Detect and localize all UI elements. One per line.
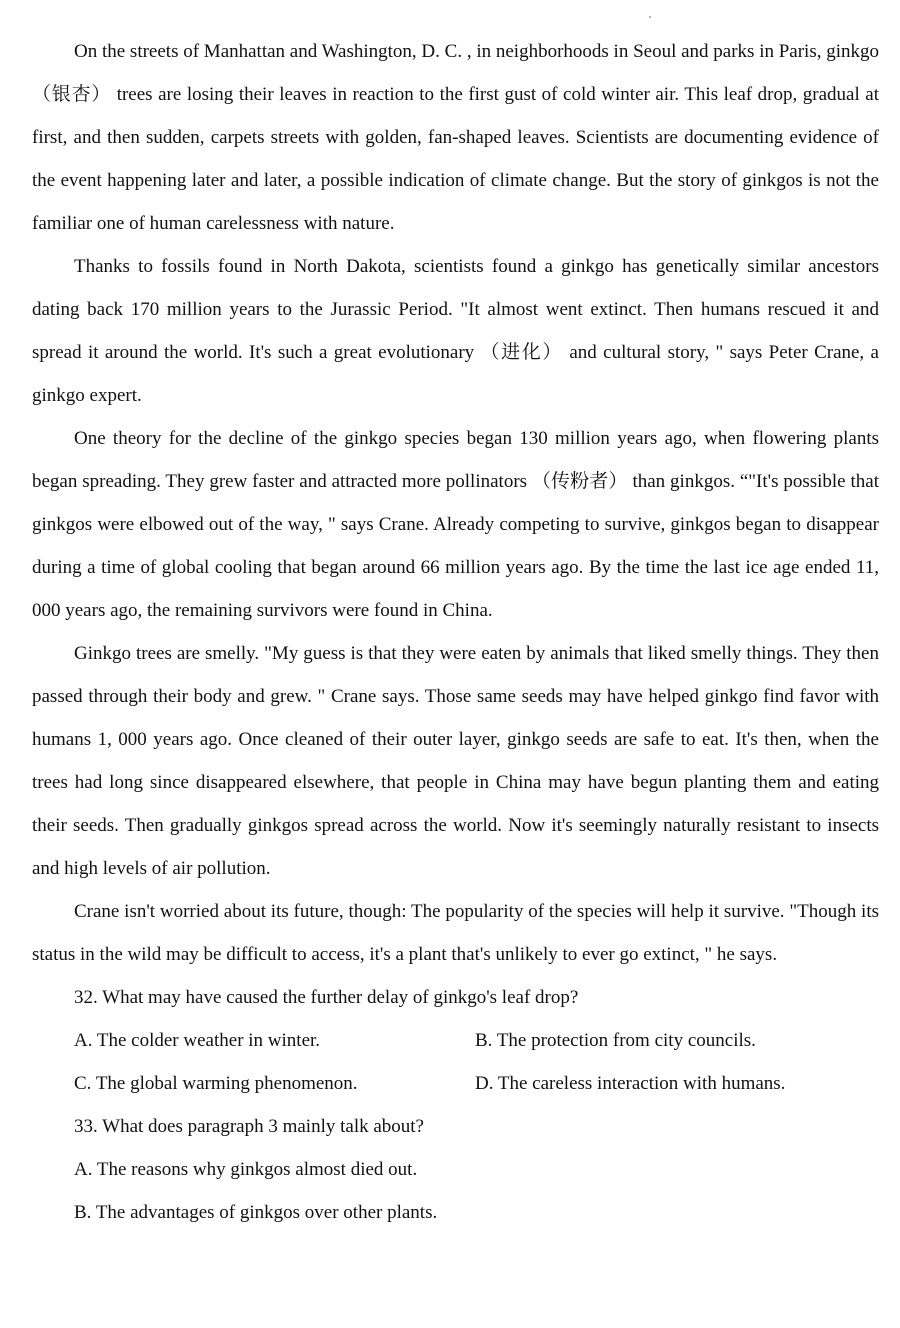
option-b: B. The advantages of ginkgos over other plants. [74,1202,438,1223]
options-row [32,1062,879,1105]
option-a: A. The reasons why ginkgos almost died out. [74,1159,418,1180]
reading-passage [32,30,879,976]
question-32 [32,976,879,1105]
question-stem: 32. What may have caused the further delay of ginkgo's leaf drop? [74,987,579,1008]
passage-paragraph-4: Ginkgo trees are smelly. "My guess is that they were eaten by animals that liked smelly things. They then passed through their body and grew. " Crane says. Those same seeds may have helped ginkgo find favor with humans 1, 000 years ago. Once cleaned of their outer layer, ginkgo seeds are safe to eat. It's then, when the trees had long since disappeared elsewhere, that people in China may have begun planting them and eating their seeds. Then gradually ginkgos spread across the world. Now it's seemingly naturally resistant to insects and high levels of air pollution. [32,643,879,879]
options-row [32,1019,879,1062]
scan-speck [649,16,651,18]
passage-paragraph-3: One theory for the decline of the ginkgo species began 130 million years ago, when flowering plants began spreading. They grew faster and attracted more pollinators （传粉者） than ginkgos. “"It's possible that ginkgos were elbowed out of the way, " says Crane. Already competing to survive, ginkgos began to disappear during a time of global cooling that began around 66 million years ago. By the time the last ice age ended 11, 000 years ago, the remaining survivors were found in China. [32,428,879,621]
passage-paragraph-1: On the streets of Manhattan and Washington, D. C. , in neighborhoods in Seoul and parks in Paris, ginkgo （银杏） trees are losing their leaves in reaction to the first gust of cold winter air. This leaf drop, gradual at first, and then sudden, carpets streets with golden, fan-shaped leaves. Scientists are documenting evidence of the event happening later and later, a possible indication of climate change. But the story of ginkgos is not the familiar one of human carelessness with nature. [32,41,879,234]
document-page [32,30,879,1234]
question-33 [32,1105,879,1234]
option-a: A. The colder weather in winter. [74,1030,321,1051]
passage-paragraph-2: Thanks to fossils found in North Dakota, scientists found a ginkgo has genetically similar ancestors dating back 170 million years to the Jurassic Period. "It almost went extinct. Then humans rescued it and spread it around the world. It's such a great evolutionary （进化） and cultural story, " says Peter Crane, a ginkgo expert. [32,256,879,406]
option-c: C. The global warming phenomenon. [74,1073,358,1094]
passage-paragraph-5: Crane isn't worried about its future, though: The popularity of the species will help it survive. "Though its status in the wild may be difficult to access, it's a plant that's unlikely to ever go extinct, " he says. [32,901,879,965]
question-stem: 33. What does paragraph 3 mainly talk about? [74,1116,424,1137]
option-b: B. The protection from city councils. [475,1030,756,1051]
option-d: D. The careless interaction with humans. [475,1073,786,1094]
